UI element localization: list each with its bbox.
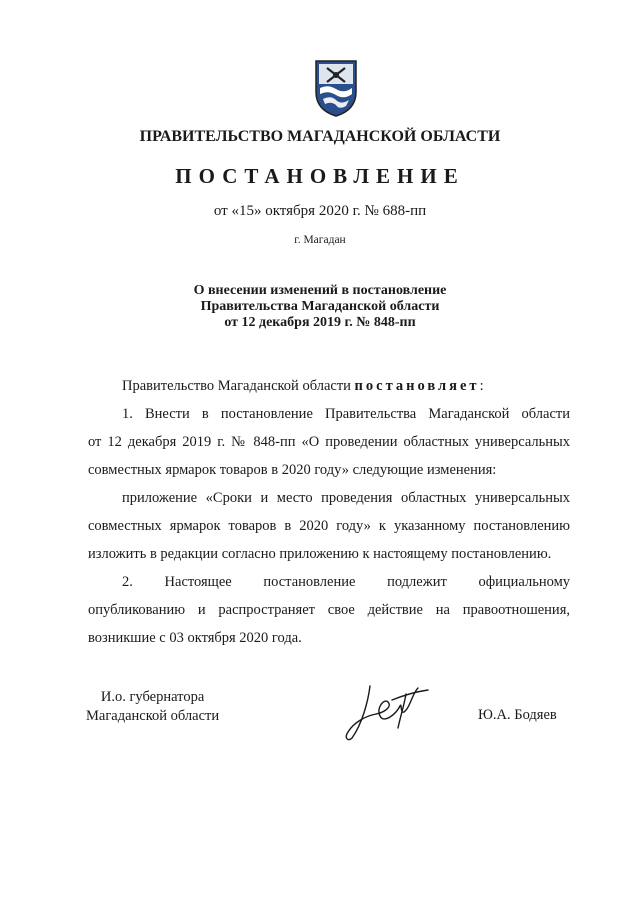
- organization-name: ПРАВИТЕЛЬСТВО МАГАДАНСКОЙ ОБЛАСТИ: [139, 128, 501, 145]
- signatory-name: Ю.А. Бодяев: [478, 707, 557, 723]
- preamble-text: Правительство Магаданской области: [122, 378, 355, 394]
- document-type: ПОСТАНОВЛЕНИЕ: [175, 164, 465, 188]
- document-body: [88, 372, 570, 652]
- subject-line: Правительства Магаданской области: [200, 299, 440, 314]
- paragraph-line: возникшие с 03 октября 2020 года.: [88, 630, 302, 646]
- handwritten-signature-icon: [340, 672, 436, 744]
- signatory-position: [86, 688, 219, 726]
- paragraph-line: совместных ярмарок товаров в 2020 году» следующие изменения:: [88, 462, 497, 478]
- preamble: [88, 372, 570, 400]
- document-date-number: от «15» октября 2020 г. № 688-пп: [213, 203, 427, 219]
- paragraph-line: 2. Настоящее постановление подлежит официальному: [122, 574, 570, 590]
- document-subject: [0, 283, 640, 331]
- subject-line: О внесении изменений в постановление: [193, 283, 447, 298]
- document-city: г. Магадан: [294, 234, 346, 246]
- preamble-colon: :: [479, 378, 484, 394]
- preamble-verb: постановляет: [354, 378, 480, 394]
- paragraph-line: изложить в редакции согласно приложению к настоящему постановлению.: [88, 546, 552, 562]
- paragraph-line: 1. Внести в постановление Правительства Магаданской области: [122, 406, 570, 422]
- subject-line: от 12 декабря 2019 г. № 848-пп: [224, 315, 416, 330]
- paragraph-line: опубликованию и распространяет свое действие на правоотношения,: [88, 602, 570, 618]
- signatory-position-line: И.о. губернатора: [100, 689, 205, 705]
- paragraph-line: от 12 декабря 2019 г. № 848-пп «О проведении областных универсальных: [88, 434, 570, 450]
- coat-of-arms-icon: [313, 58, 359, 118]
- signatory-position-line: Магаданской области: [86, 708, 220, 724]
- paragraph-line: совместных ярмарок товаров в 2020 году» к указанному постановлению: [88, 518, 570, 534]
- paragraph-line: приложение «Сроки и место проведения областных универсальных: [122, 490, 570, 506]
